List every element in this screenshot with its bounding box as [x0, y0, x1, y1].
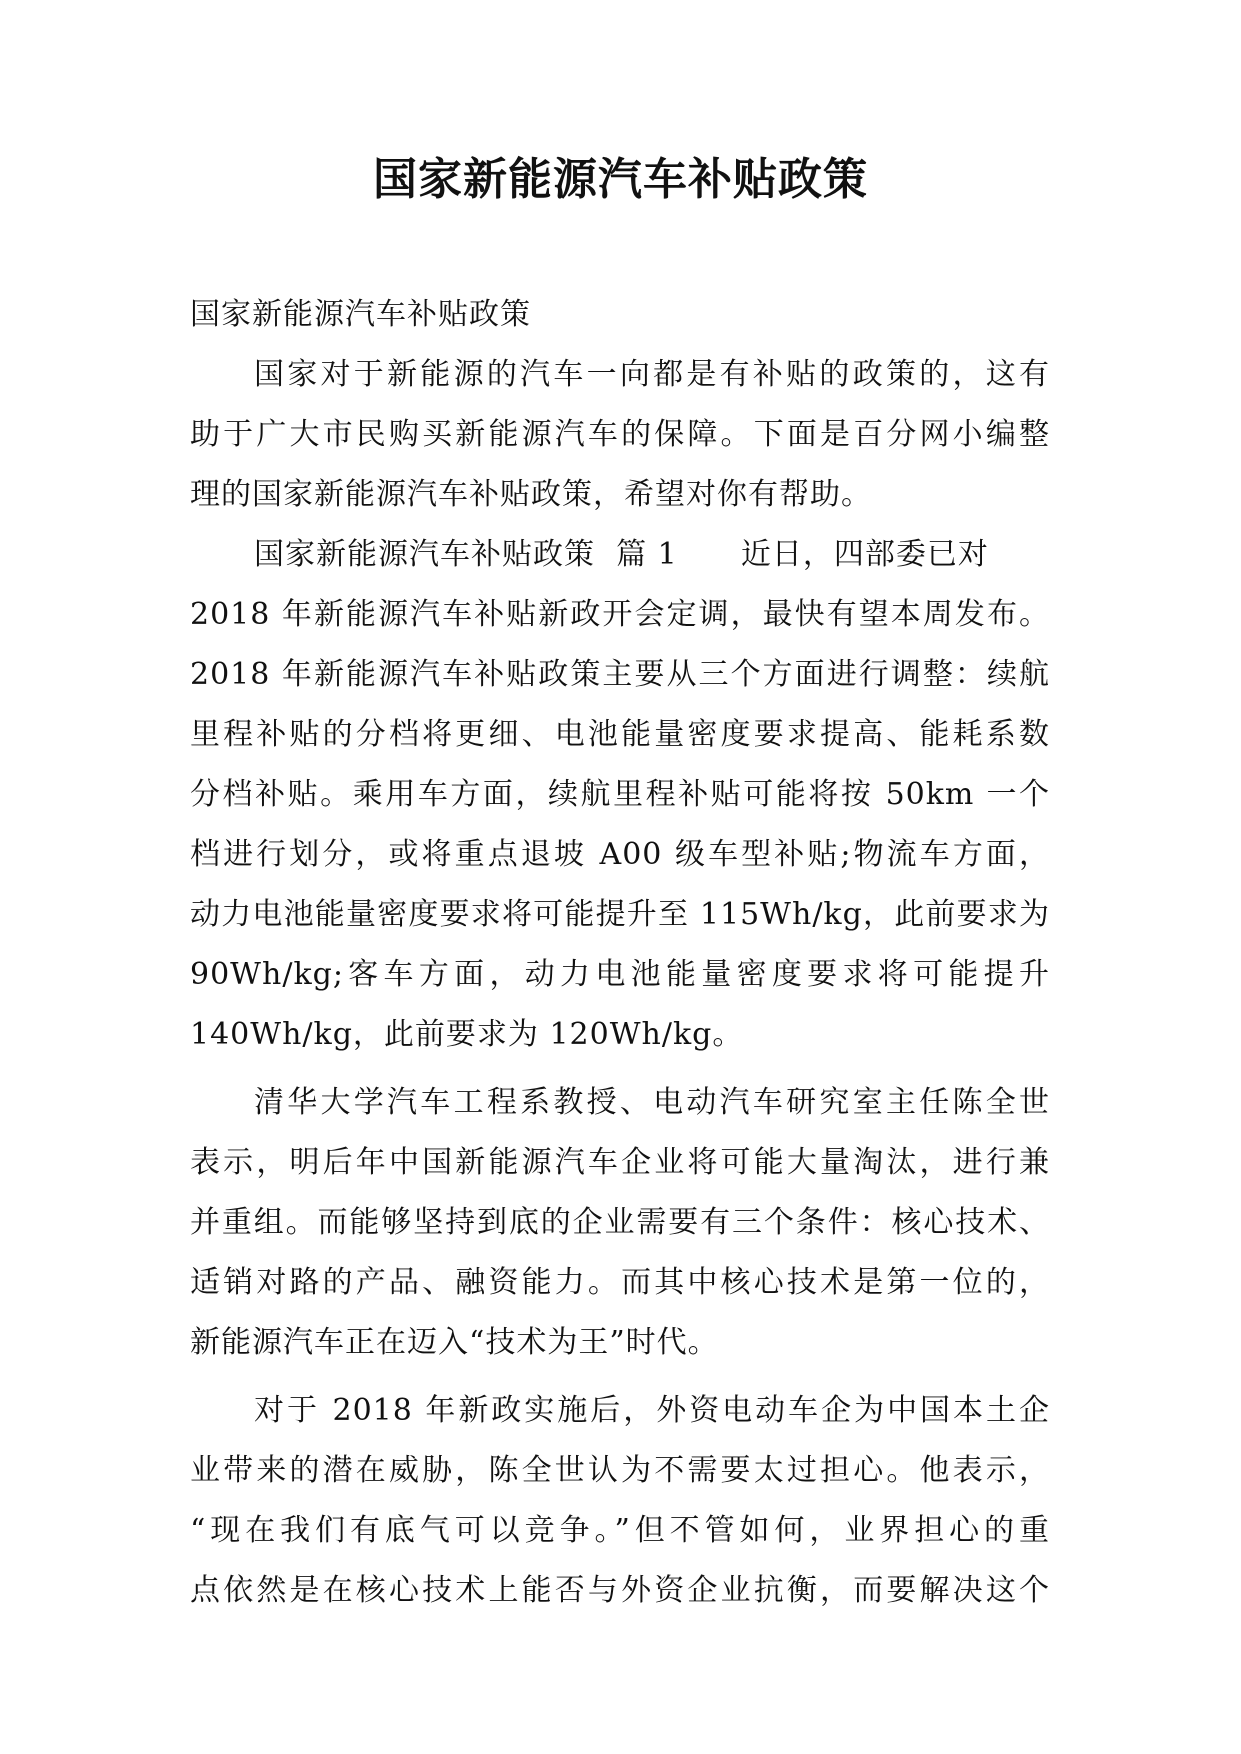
paragraph-gap — [190, 1373, 1050, 1381]
text-line: 助于广大市民购买新能源汽车的保障。下面是百分网小编整 — [190, 417, 1050, 452]
text-line: 国家新能源汽车补贴政策 篇 1 近日，四部委已对 — [254, 537, 989, 572]
text-line: 动力电池能量密度要求将可能提升至 115Wh/kg，此前要求为 — [190, 897, 1050, 932]
text-line: 清华大学汽车工程系教授、电动汽车研究室主任陈全世 — [254, 1085, 1050, 1120]
text-line: 国家新能源汽车补贴政策 — [190, 297, 531, 332]
paragraph-gap — [190, 1065, 1050, 1073]
text-line: 分档补贴。乘用车方面，续航里程补贴可能将按 50km 一个 — [190, 777, 1050, 812]
text-line: 140Wh/kg，此前要求为 120Wh/kg。 — [190, 1017, 744, 1052]
text-line: 2018 年新能源汽车补贴新政开会定调，最快有望本周发布。 — [190, 597, 1050, 632]
text-line: 90Wh/kg;客车方面，动力电池能量密度要求将可能提升 — [190, 957, 1050, 992]
text-line: 档进行划分，或将重点退坡 A00 级车型补贴;物流车方面， — [190, 837, 1050, 872]
text-line: 国家对于新能源的汽车一向都是有补贴的政策的，这有 — [254, 357, 1050, 392]
paragraph — [190, 285, 1050, 345]
document-title: 国家新能源汽车补贴政策 — [373, 154, 868, 205]
text-line: 对于 2018 年新政实施后，外资电动车企为中国本土企 — [254, 1393, 1050, 1428]
text-line: 点依然是在核心技术上能否与外资企业抗衡，而要解决这个 — [190, 1573, 1050, 1608]
text-line: 并重组。而能够坚持到底的企业需要有三个条件：核心技术、 — [190, 1205, 1050, 1240]
paragraph — [190, 1073, 1050, 1373]
document-body — [190, 285, 1050, 1621]
paragraph — [190, 1381, 1050, 1621]
text-line: 理的国家新能源汽车补贴政策，希望对你有帮助。 — [190, 477, 872, 512]
paragraph — [190, 525, 1050, 1065]
text-line: “现在我们有底气可以竞争。”但不管如何，业界担心的重 — [190, 1513, 1050, 1548]
text-line: 适销对路的产品、融资能力。而其中核心技术是第一位的， — [190, 1265, 1050, 1300]
text-line: 里程补贴的分档将更细、电池能量密度要求提高、能耗系数 — [190, 717, 1050, 752]
text-line: 业带来的潜在威胁，陈全世认为不需要太过担心。他表示， — [190, 1453, 1050, 1488]
text-line: 新能源汽车正在迈入“技术为王”时代。 — [190, 1325, 719, 1360]
text-line: 2018 年新能源汽车补贴政策主要从三个方面进行调整：续航 — [190, 657, 1050, 692]
text-line: 表示，明后年中国新能源汽车企业将可能大量淘汰，进行兼 — [190, 1145, 1050, 1180]
paragraph — [190, 345, 1050, 525]
